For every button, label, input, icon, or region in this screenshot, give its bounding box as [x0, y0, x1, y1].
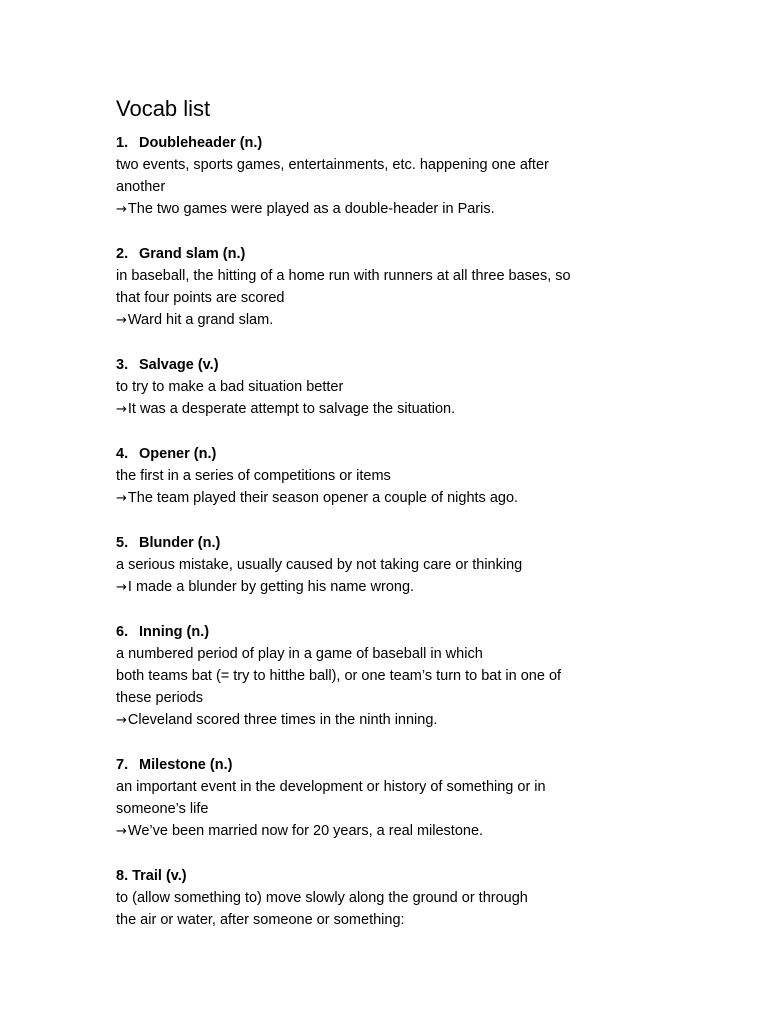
- definition-line: to (allow something to) move slowly along the ground or through: [116, 890, 528, 906]
- example-sentence: [116, 487, 656, 510]
- term-label: Inning (n.): [139, 624, 210, 640]
- entry-number: 1.: [116, 135, 129, 151]
- term-label: Milestone (n.): [139, 757, 233, 773]
- term-label: Grand slam (n.): [139, 246, 246, 262]
- arrow-right-icon: →: [116, 313, 127, 328]
- document-page: [116, 94, 656, 953]
- definition-line: someone’s life: [116, 801, 209, 817]
- example-text: We’ve been married now for 20 years, a real milestone.: [127, 823, 484, 839]
- entry-number: 5.: [116, 535, 129, 551]
- vocab-term: [116, 243, 656, 265]
- arrow-right-icon: →: [116, 402, 127, 417]
- arrow-right-icon: →: [116, 491, 127, 506]
- term-label: Salvage (v.): [139, 357, 219, 373]
- example-sentence: [116, 576, 656, 599]
- example-text: It was a desperate attempt to salvage the situation.: [127, 401, 456, 417]
- vocab-entry: [116, 621, 656, 732]
- entry-number: 2.: [116, 246, 129, 262]
- example-text: Ward hit a grand slam.: [127, 312, 274, 328]
- entry-number: 4.: [116, 446, 129, 462]
- definition-line: a numbered period of play in a game of baseball in which: [116, 646, 483, 662]
- example-text: Cleveland scored three times in the ninth inning.: [127, 712, 438, 728]
- term-label: Opener (n.): [139, 446, 217, 462]
- entry-number: 8.: [116, 868, 129, 884]
- example-text: The team played their season opener a couple of nights ago.: [127, 490, 519, 506]
- vocab-term: [116, 132, 656, 154]
- example-text: The two games were played as a double-header in Paris.: [127, 201, 495, 217]
- entry-number: 6.: [116, 624, 129, 640]
- vocab-term: [116, 621, 656, 643]
- example-text: I made a blunder by getting his name wrong.: [127, 579, 415, 595]
- arrow-right-icon: →: [116, 824, 127, 839]
- vocab-term: [116, 354, 656, 376]
- vocab-entry: [116, 754, 656, 843]
- arrow-right-icon: →: [116, 202, 127, 217]
- vocab-entry: [116, 532, 656, 599]
- example-sentence: [116, 709, 656, 732]
- vocab-term: [116, 754, 656, 776]
- definition-line: in baseball, the hitting of a home run with runners at all three bases, so: [116, 268, 571, 284]
- definition-line: two events, sports games, entertainments, etc. happening one after: [116, 157, 549, 173]
- vocab-entry: [116, 443, 656, 510]
- example-sentence: [116, 198, 656, 221]
- definition-line: another: [116, 179, 166, 195]
- vocab-entry: [116, 243, 656, 332]
- vocab-entry: [116, 132, 656, 221]
- definition-line: the air or water, after someone or something:: [116, 912, 405, 928]
- arrow-right-icon: →: [116, 580, 127, 595]
- entry-number: 3.: [116, 357, 129, 373]
- definition-line: an important event in the development or history of something or in: [116, 779, 546, 795]
- term-label: Blunder (n.): [139, 535, 221, 551]
- vocab-term: [116, 443, 656, 465]
- definition-line: that four points are scored: [116, 290, 285, 306]
- definition-line: these periods: [116, 690, 204, 706]
- vocab-term: [116, 865, 656, 887]
- arrow-right-icon: →: [116, 713, 127, 728]
- example-sentence: [116, 398, 656, 421]
- vocab-entry: [116, 865, 656, 931]
- entry-number: 7.: [116, 757, 129, 773]
- example-sentence: [116, 309, 656, 332]
- term-label: Doubleheader (n.): [139, 135, 263, 151]
- vocab-entry: [116, 354, 656, 421]
- page-title: Vocab list: [116, 96, 211, 121]
- vocab-term: [116, 532, 656, 554]
- term-label: Trail (v.): [132, 868, 187, 884]
- definition-line: both teams bat (= try to hitthe ball), or one team’s turn to bat in one of: [116, 668, 562, 684]
- definition-line: a serious mistake, usually caused by not taking care or thinking: [116, 557, 523, 573]
- example-sentence: [116, 820, 656, 843]
- definition-line: the first in a series of competitions or items: [116, 468, 391, 484]
- definition-line: to try to make a bad situation better: [116, 379, 344, 395]
